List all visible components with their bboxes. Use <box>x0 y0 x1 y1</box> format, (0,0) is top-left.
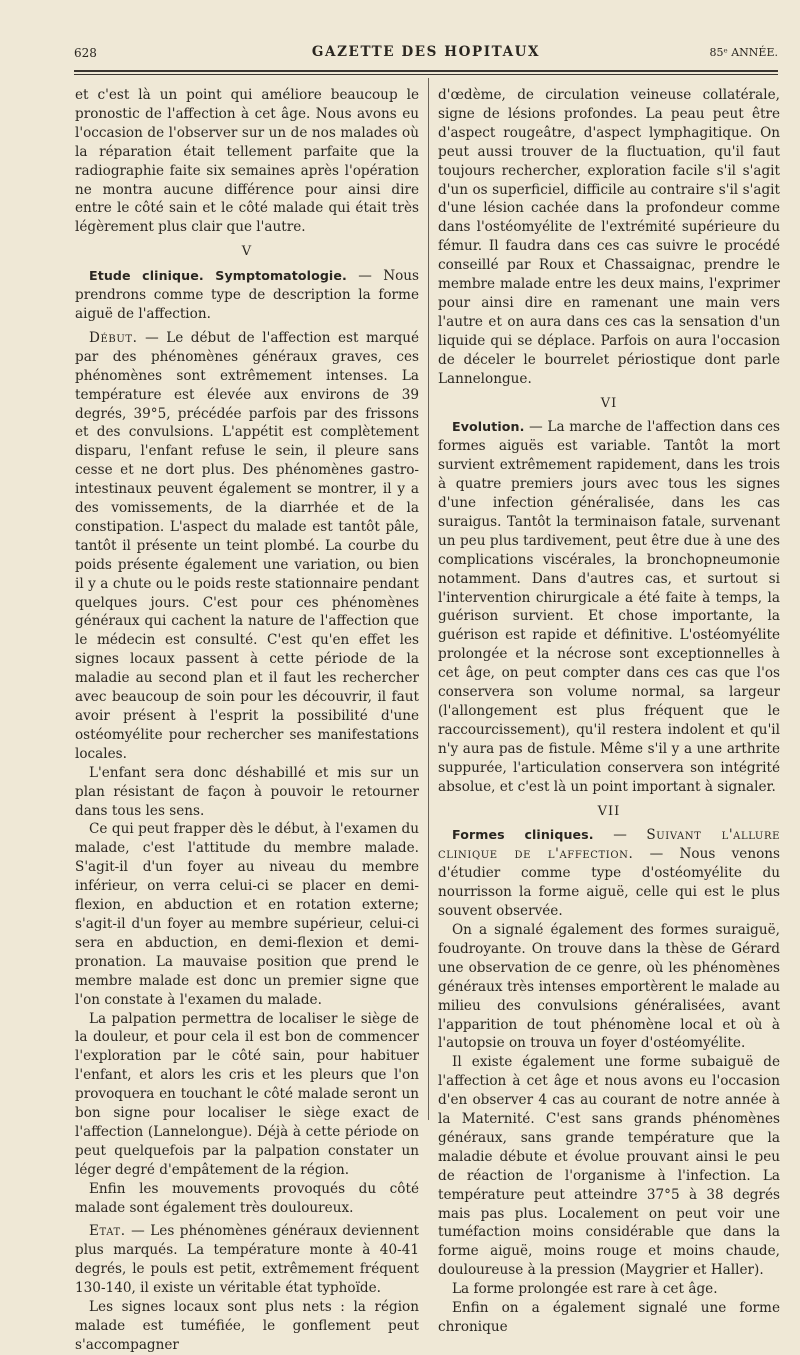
paragraph-debut <box>75 329 419 764</box>
label-debut: Début. <box>89 329 138 346</box>
paragraph-mouvements: Enfin les mouvements provoqués du côté malade sont également très douloureux. <box>75 1180 419 1216</box>
paragraph-suraigue: On a signalé également des formes suraiguë, foudroyante. On trouve dans la thèse de Gérard une observation de ce genre, où les phénomènes généraux très intenses emportèrent le malade au milieu des convulsions généralisées, avant l'apparition de tout phénomène local et où à l'autopsie on trouva un foyer d'ostéomyélite. <box>438 921 780 1052</box>
header-rule-thick <box>74 70 778 72</box>
section-number-vii: VII <box>597 803 621 819</box>
label-etat: Etat. <box>89 1223 126 1240</box>
paragraph-subaigue: Il existe également une forme subaiguë de l'affection à cet âge et nous avons eu l'occasion d'en observer 4 cas au courant de notre année à la Maternité. C'est sans grands phénomènes généraux, sans grande température que la maladie débute et évolue prouvant ainsi le peu de réaction de l'organisme à l'infection. La température peut atteindre 37°5 à 38 degrés mais pas plus. Localement on peut voir une tuméfaction moins considérable que dans la forme aiguë, moins rouge et moins chaude, douloureuse à la pression (Maygrier et Haller). <box>438 1054 780 1279</box>
paragraph-chronique: Enfin on a également signalé une forme chronique <box>438 1300 780 1335</box>
formes-dash: — <box>593 827 647 844</box>
formes-text: — Nous venons d'étudier comme type d'ostéomyélite du nourrisson la forme aiguë, celle qui est le plus souvent observée. <box>438 846 780 920</box>
paragraph-formes <box>438 826 780 921</box>
paragraph-etude <box>75 267 419 324</box>
subheading-allure-clinique: Suivant l'allure clinique de l'affection. <box>438 827 780 863</box>
page-header <box>74 44 778 66</box>
paragraph-intro: et c'est là un point qui améliore beaucoup le pronostic de l'affection à cet âge. Nous avons eu l'occasion de l'observer sur un de nos malades où la réparation était tellement parfaite que la radiographie faite six semaines après l'opération ne montra aucune différence pour ainsi dire entre le côté sain et le côté malade qui était très légèrement plus clair que l'autre. <box>75 87 419 236</box>
etude-text: — Nous prendrons comme type de description la forme aiguë de l'affection. <box>75 268 420 322</box>
paragraph-evolution <box>438 418 780 796</box>
paragraph-etat <box>75 1222 419 1298</box>
journal-year: 85ᵉ ANNÉE. <box>709 46 778 59</box>
journal-title: GAZETTE DES HOPITAUX <box>311 44 541 60</box>
paragraph-palpation: La palpation permettra de localiser le siège de la douleur, et pour cela il est bon de commencer l'exploration par le côté sain, pour habituer l'enfant, et alors les cris et les pleurs que l'on provoquera en touchant le côté malade seront un bon signe pour localiser le siège exact de l'affection (Lannelongue). Déjà à cette période on peut quelquefois par la palpation constater un léger degré d'empâtement de la région. <box>75 1010 419 1178</box>
evolution-text: — La marche de l'affection dans ces formes aiguës est variable. Tantôt la mort survient extrêmement rapidement, dans les trois à quatre premiers jours avec tous les signes d'une infection généralisée, dans les cas suraigus. Tantôt la terminaison fatale, survenant un peu plus tardivement, peut être due à une des complications viscérales, la bronchopneumonie notamment. Dans d'autres cas, et surtout si l'intervention chirurgicale a été faite à temps, la guérison survient. Et chose importante, la guérison est rapide et définitive. L'ostéomyélite prolongée et la nécrose sont exceptionnelles à cet âge, on peut compter dans ces cas que l'os conservera son volume normal, sa largeur (l'allongement est plus fréquent que le raccourcissement), qu'il restera indolent et qu'il n'y aura pas de fistule. Même s'il y a une arthrite suppurée, l'articulation conservera son intégrité absolue, et c'est là un point important à signaler. <box>438 419 780 795</box>
heading-evolution: Evolution. <box>452 419 525 435</box>
column-separator <box>428 78 429 1120</box>
header-rule-thin <box>74 74 778 75</box>
page-number: 628 <box>74 46 97 60</box>
heading-formes-cliniques: Formes cliniques. <box>452 827 594 843</box>
paragraph-frapper: Ce qui peut frapper dès le début, à l'examen du malade, c'est l'attitude du membre malade. S'agit-il d'un foyer au niveau du membre inférieur, on verra celui-ci se placer en demi-flexion, en abduction et en rotation externe; s'agit-il d'un foyer au membre supérieur, celui-ci sera en abduction, en demi-flexion et demi-pronation. La mauvaise position que prend le membre malade est donc un premier signe que l'on constate à l'examen du malade. <box>75 821 419 1008</box>
paragraph-prolongee: La forme prolongée est rare à cet âge. <box>452 1281 718 1298</box>
paragraph-enfant: L'enfant sera donc déshabillé et mis sur un plan résistant de façon à pouvoir le retourner dans tous les sens. <box>75 764 419 819</box>
etat-text: — Les phénomènes généraux deviennent plus marqués. La température monte à 40-41 degrés, le pouls est petit, extrêmement fréquent 130-140, il existe un véritable état typhoïde. <box>75 1223 419 1297</box>
section-number-v: V <box>241 244 253 260</box>
heading-etude-clinique: Etude clinique. Symptomatologie. <box>89 268 347 284</box>
section-number-vi: VI <box>600 395 618 411</box>
right-column <box>438 86 780 1337</box>
paragraph-oedeme: d'œdème, de circulation veineuse collatérale, signe de lésions profondes. La peau peut être d'aspect rougeâtre, d'aspect lymphagitique. On peut aussi trouver de la fluctuation, qu'il faut toujours rechercher, exploration facile s'il s'agit d'un os superficiel, difficile au contraire s'il s'agit d'une lésion cachée dans la profondeur comme dans l'ostéomyélite de l'extrémité supérieure du fémur. Il faudra dans ces cas suivre le procédé conseillé par Roux et Chassaignac, prendre le membre malade entre les deux mains, l'exprimer pour ainsi dire en ramenant une main vers l'autre et on aura dans ces cas la sensation d'un liquide qui se déplace. Parfois on aura l'occasion de déceler le bourrelet périostique dont parle Lannelongue. <box>438 87 780 387</box>
debut-text: — Le début de l'affection est marqué par des phénomènes généraux graves, ces phénomènes sont extrêmement intenses. La température est élevée aux environs de 39 degrés, 39°5, précédée parfois par des frissons et des convulsions. L'appétit est complètement disparu, l'enfant refuse le sein, il pleure sans cesse et ne dort plus. Des phénomènes gastro-intestinaux peuvent également se montrer, il y a des vomissements, de la diarrhée et de la constipation. L'aspect du malade est tantôt pâle, tantôt il présente un teint plombé. La courbe du poids présente également une variation, ou bien il y a chute ou le poids reste stationnaire pendant quelques jours. C'est pour ces phénomènes généraux qui cachent la nature de l'affection que le médecin est consulté. C'est qu'en effet les signes locaux passent à cette période de la maladie au second plan et il faut les rechercher avec beaucoup de soin pour les découvrir, il faut avoir présent à l'esprit la possibilité d'une ostéomyélite pour rechercher ses manifestations locales. <box>75 329 419 762</box>
left-column <box>75 86 419 1355</box>
paragraph-signes: Les signes locaux sont plus nets : la région malade est tuméfiée, le gonflement peut s'accompagner <box>75 1299 419 1353</box>
